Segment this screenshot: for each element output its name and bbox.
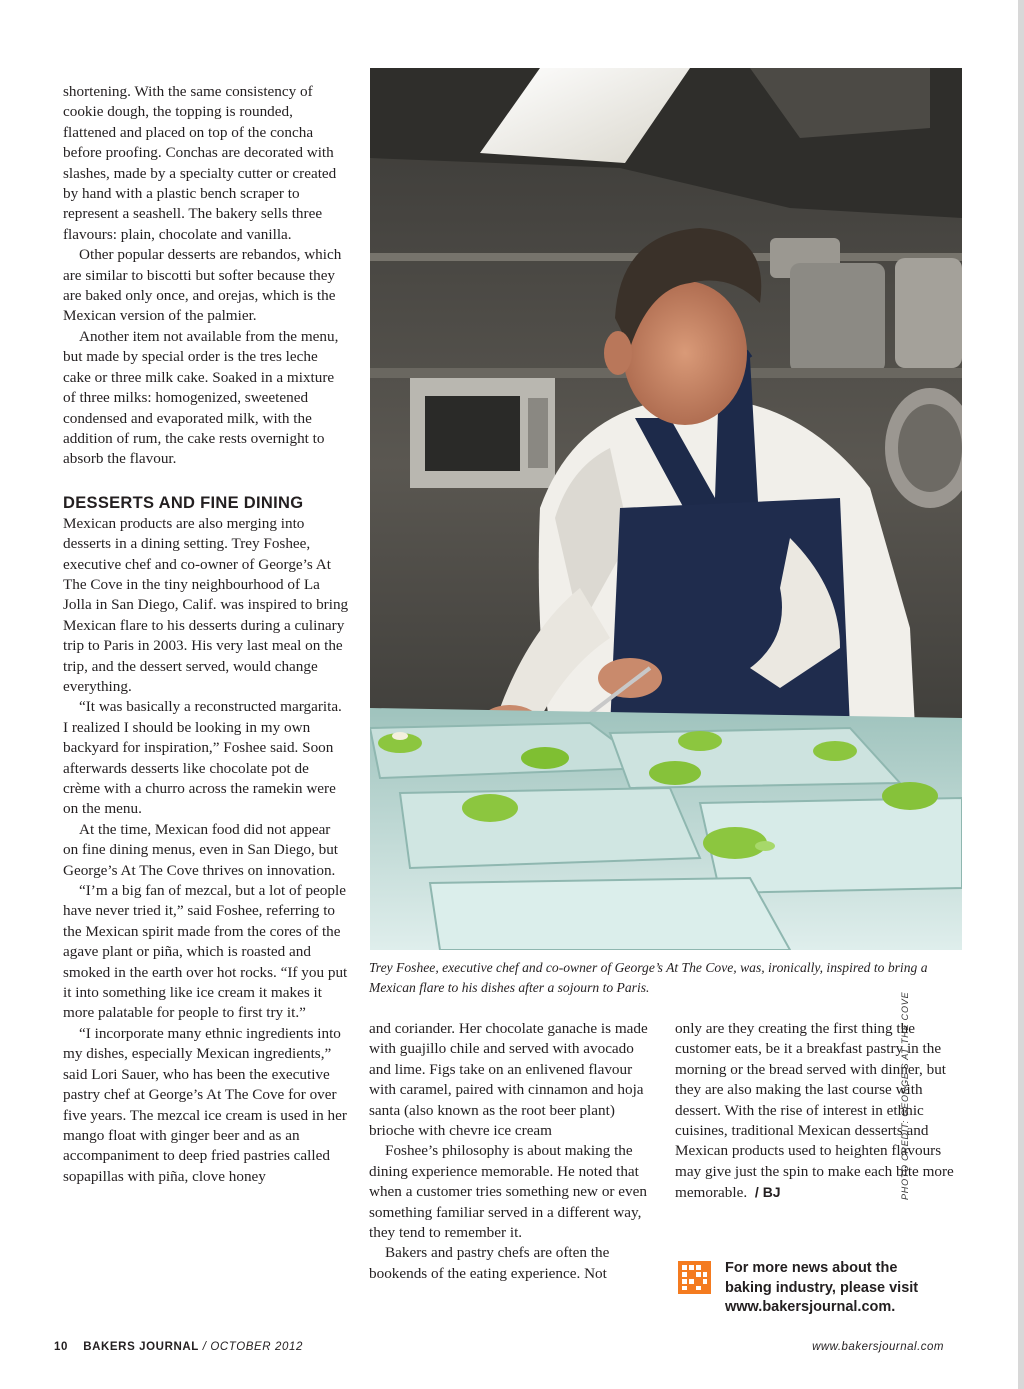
article-column-2	[369, 1019, 649, 1284]
promo-link[interactable]: www.bakersjournal.com.	[725, 1299, 896, 1315]
paragraph: Another item not available from the menu, but made by special order is the tres leche cake or three milk cake. Soaked in a mixture of three milks: homogenized, sweetened condensed and evaporated milk, with the addition of rum, the cake rests overnight to absorb the flavour.	[63, 327, 339, 468]
bakers-journal-logo-icon	[678, 1261, 711, 1294]
footer-website[interactable]: www.bakersjournal.com	[812, 1341, 944, 1353]
paragraph: Mexican products are also merging into desserts in a dining setting. Trey Foshee, executive chef and co-owner of George’s At The Cove in the tiny neighbourhood of La Jolla in San Diego, Calif. was inspired to bring Mexican flare to his desserts during a culinary trip to Paris in 2003. His very last meal on the trip, and the dessert served, would change everything.	[63, 514, 349, 695]
photo-credit: PHOTO CREDIT: GEORGE’S AT THE COVE	[900, 991, 910, 1200]
section-heading: DESSERTS AND FINE DINING	[63, 493, 304, 512]
paragraph: Other popular desserts are rebandos, which are similar to biscotti but softer because they are baked only once, and orejas, which is the Mexican version of the palmier.	[63, 246, 342, 325]
paragraph: shortening. With the same consistency of cookie dough, the topping is rounded, flattened and placed on top of the concha before proofing. Conchas are decorated with slashes, made by a specialty cutter or created by hand with a plastic bench scraper to represent a seashell. The bakery sells three flavours: plain, chocolate and vanilla.	[63, 83, 337, 243]
promo-box	[678, 1261, 978, 1321]
end-mark: / BJ	[754, 1184, 781, 1201]
paragraph: Bakers and pastry chefs are often the bookends of the eating experience. Not	[369, 1244, 610, 1282]
article-column-1	[63, 82, 349, 1187]
paragraph: At the time, Mexican food did not appear on fine dining menus, even in San Diego, but George’s At The Cove thrives on innovation.	[63, 820, 339, 879]
promo-line: baking industry, please visit	[725, 1279, 919, 1296]
paragraph: Foshee’s philosophy is about making the dining experience memorable. He noted that when a customer tries something new or even something familiar served in a different way, they tend to remember it.	[369, 1142, 647, 1242]
article-column-3	[675, 1019, 955, 1204]
issue-date: / OCTOBER 2012	[202, 1341, 303, 1353]
page-edge	[1018, 0, 1024, 1389]
magazine-name: BAKERS JOURNAL	[83, 1341, 199, 1353]
chef-photo	[370, 68, 962, 950]
paragraph-text: only are they creating the first thing the customer eats, be it a breakfast pastry in the morning or the bread served with dinner, but they are also making the last course with dessert. With the rise of interest in ethnic cuisines, traditional Mexican desserts and Mexican products used to heighten flavours may give just the spin to make each bite more memorable.	[675, 1020, 954, 1202]
page-number: 10	[54, 1341, 68, 1353]
photo-caption: Trey Foshee, executive chef and co-owner of George’s At The Cove, was, ironically, inspired to bring a Mexican flare to his dishes after a sojourn to Paris.	[369, 960, 928, 995]
promo-text	[725, 1259, 975, 1318]
footer-left	[54, 1341, 303, 1353]
paragraph: and coriander. Her chocolate ganache is made with guajillo chile and served with avocado and lime. Figs take on an enlivened flavour with caramel, paired with cinnamon and hoja santa (also known as the root beer plant) brioche with chevre ice cream	[369, 1020, 648, 1140]
paragraph: “I’m a big fan of mezcal, but a lot of people have never tried it,” said Foshee, referring to the Mexican spirit made from the cores of the agave plant or piña, which is roasted and smoked in the earth over hot rocks. “If you put it into something like ice cream it makes it more palatable for people to first try it.”	[63, 882, 348, 1022]
promo-line: For more news about the	[725, 1260, 898, 1276]
paragraph: “It was basically a reconstructed margarita. I realized I should be looking in my own backyard for inspiration,” Foshee said. Soon afterwards desserts like chocolate pot de crème with a churro across the ramekin were on the menu.	[63, 698, 342, 818]
paragraph	[675, 1019, 955, 1204]
paragraph: “I incorporate many ethnic ingredients into my dishes, especially Mexican ingredients,” said Lori Sauer, who has been the executive pastry chef at George’s At The Cove for over five years. The mezcal ice cream is used in her mango float with ginger beer and as an accompaniment to deep fried pastries called sopapillas with piña, clove honey	[63, 1024, 347, 1185]
